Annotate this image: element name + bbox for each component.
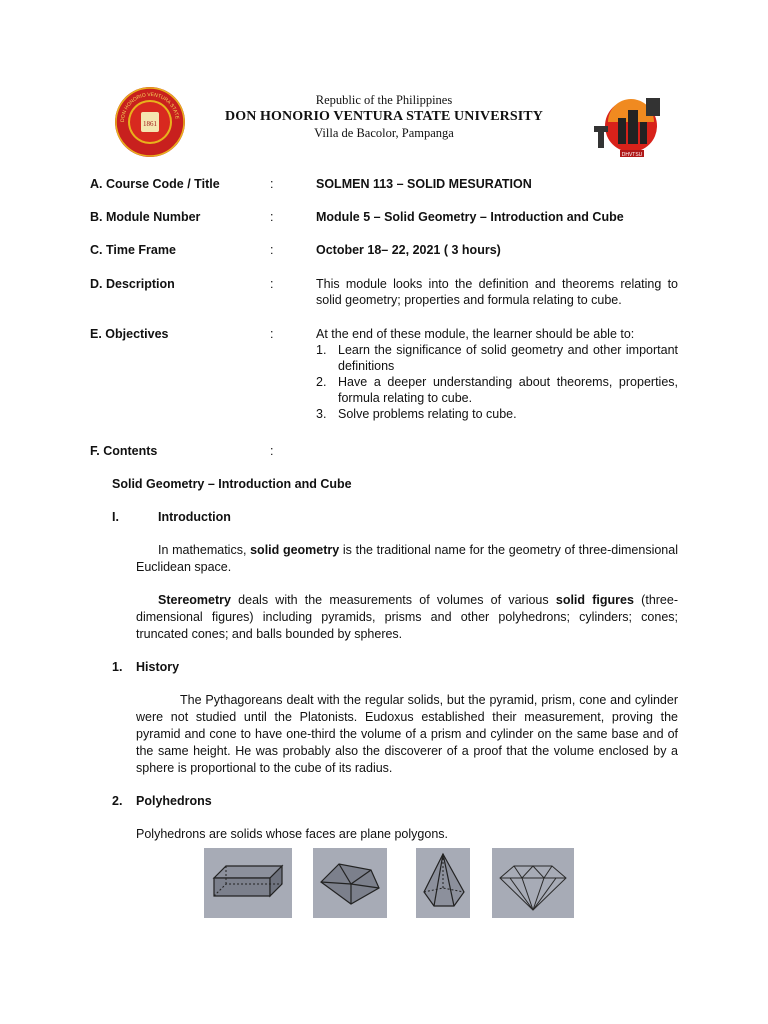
polyhedron-image (313, 848, 387, 918)
university-location: Villa de Bacolor, Pampanga (314, 126, 454, 140)
colon: : (270, 277, 274, 291)
objectives-label: E. Objectives (90, 327, 169, 341)
paragraph-text: deals with the measurements of volumes of various (230, 593, 556, 607)
diamond-image (492, 848, 574, 918)
republic-line: Republic of the Philippines (315, 93, 453, 107)
paragraph-text: In mathematics, (158, 543, 251, 557)
list-item-number: 3. (316, 407, 327, 421)
time-label: C. Time Frame (90, 243, 176, 257)
pyramid-image (416, 848, 470, 918)
term-stereometry: Stereometry (158, 593, 231, 607)
colon: : (270, 243, 274, 257)
prism-image (204, 848, 292, 918)
list-item-text: Learn the significance of solid geometry and other important definitions (338, 343, 678, 373)
list-item-number: 2. (316, 375, 327, 389)
contents-title: Solid Geometry – Introduction and Cube (112, 477, 352, 491)
paragraph-solid-geometry (136, 542, 678, 576)
paragraph-text: is the traditional name for the geometry of three-dimensional Euclidean space. (136, 543, 678, 574)
description-label: D. Description (90, 277, 175, 291)
intro-number: I. (112, 510, 119, 524)
university-seal-logo (114, 86, 186, 158)
history-number: 1. (112, 660, 123, 674)
paragraph-stereometry (136, 592, 678, 643)
term-solid-geometry: solid geometry (250, 543, 340, 557)
course-label: A. Course Code / Title (90, 177, 220, 191)
paragraph-text: (three-dimensional figures) including pyramids, prisms and other polyhedrons; cylinders; cones; truncated cones; and balls bounded by spheres. (136, 593, 678, 641)
time-value: October 18– 22, 2021 ( 3 hours) (316, 243, 501, 257)
emblem-label: DHVTSU (621, 152, 643, 158)
header-text-block (190, 92, 578, 141)
history-paragraph: The Pythagoreans dealt with the regular solids, but the pyramid, prism, cone and cylinder were not studied until the Platonists. Eudoxus established their measurement, proving the pyramid and cone to have one-third the volume of a prism and cylinder on the same base and of the same height. He was probably also the discoverer of a proof that the volume enclosed by a sphere is proportional to the cube of its radius. (136, 693, 678, 775)
polyhedrons-title: Polyhedrons (136, 794, 212, 808)
contents-label: F. Contents (90, 444, 158, 458)
course-value: SOLMEN 113 – SOLID MESURATION (316, 177, 532, 191)
description-value: This module looks into the definition and theorems relating to solid geometry; properties and formula relating to cube. (316, 277, 678, 307)
objectives-list (316, 342, 678, 422)
module-label: B. Module Number (90, 210, 201, 224)
objectives-block (316, 326, 678, 422)
polyhedrons-number: 2. (112, 794, 123, 808)
seal-ring-text: DON HONORIO VENTURA STATE (119, 91, 180, 123)
polyhedrons-paragraph: Polyhedrons are solids whose faces are plane polygons. (136, 827, 448, 841)
seal-year: 1861 (143, 120, 157, 128)
list-item-text: Solve problems relating to cube. (338, 407, 517, 421)
module-value: Module 5 – Solid Geometry – Introduction and Cube (316, 210, 624, 224)
document-header (0, 86, 768, 166)
list-item (316, 342, 678, 374)
college-emblem-logo (590, 96, 672, 160)
colon: : (270, 210, 274, 224)
list-item-text: Have a deeper understanding about theorems, properties, formula relating to cube. (338, 375, 678, 405)
list-item (316, 406, 678, 422)
list-item (316, 374, 678, 406)
intro-title: Introduction (158, 510, 231, 524)
term-solid-figures: solid figures (555, 593, 634, 607)
colon: : (270, 444, 274, 458)
colon: : (270, 177, 274, 191)
university-name: DON HONORIO VENTURA STATE UNIVERSITY (225, 109, 543, 124)
objectives-intro: At the end of these module, the learner should be able to: (316, 327, 635, 341)
history-title: History (136, 660, 180, 674)
colon: : (270, 327, 274, 341)
list-item-number: 1. (316, 343, 327, 357)
